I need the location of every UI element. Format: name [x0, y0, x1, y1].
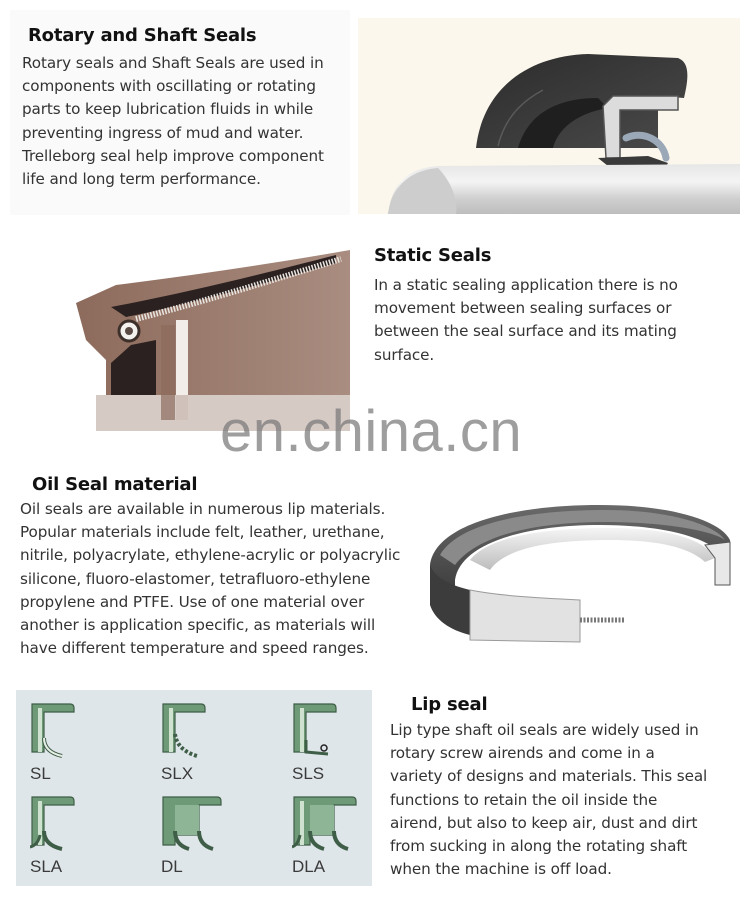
text-line: life and long term performance.: [22, 170, 261, 189]
text-line: preventing ingress of mud and water.: [22, 123, 304, 142]
text-line: Rotary seals and Shaft Seals are used in: [22, 54, 324, 72]
text-line: airend, but also to keep air, dust and dirt: [390, 813, 698, 832]
text-line: Lip type shaft oil seals are widely used in: [390, 721, 699, 739]
text-line: Oil seals are available in numerous lip materials.: [20, 500, 386, 518]
sls-profile-icon: [292, 702, 342, 760]
text-line: components with oscillating or rotating: [22, 77, 316, 96]
oil-seal-image: [430, 470, 740, 665]
static-section-title: Static Seals: [374, 245, 492, 266]
static-section-text: [374, 274, 678, 367]
lip-section-title: Lip seal: [411, 694, 488, 715]
text-line: when the machine is off load.: [390, 860, 612, 879]
seal-types-diagram: [16, 690, 372, 886]
rotary-seal-image: [358, 18, 740, 214]
sl-profile-icon: [30, 702, 80, 760]
seal-label-slx: SLX: [161, 764, 194, 783]
text-line: functions to retain the oil inside the: [390, 790, 658, 809]
text-line: movement between sealing surfaces or: [374, 299, 672, 318]
seal-label-dl: DL: [161, 857, 183, 876]
seal-type-dla: [292, 795, 372, 885]
text-line: variety of designs and materials. This seal: [390, 767, 708, 786]
seal-type-sls: [292, 702, 372, 792]
seal-type-sla: [30, 795, 110, 885]
text-line: have different temperature and speed ranges.: [20, 639, 369, 658]
text-line: silicone, fluoro-elastomer, tetrafluoro-ethylene: [20, 569, 371, 588]
text-line: Trelleborg seal help improve component: [22, 146, 324, 165]
rotary-section-text: [22, 52, 324, 191]
lip-section-text: [390, 719, 707, 881]
text-line: another is application specific, as materials will: [20, 616, 376, 635]
text-line: between the seal surface and its mating: [374, 322, 677, 341]
text-line: rotary screw airends and come in a: [390, 744, 655, 763]
seal-label-sl: SL: [30, 764, 51, 783]
rotary-section-title: Rotary and Shaft Seals: [28, 25, 257, 46]
dl-profile-icon: [161, 795, 223, 853]
seal-label-dla: DLA: [292, 857, 326, 876]
slx-profile-icon: [161, 702, 211, 760]
text-line: parts to keep lubrication fluids in while: [22, 100, 314, 119]
text-line: surface.: [374, 345, 435, 364]
seal-type-sl: [30, 702, 110, 792]
seal-label-sla: SLA: [30, 857, 63, 876]
text-line: Popular materials include felt, leather, urethane,: [20, 523, 385, 542]
text-line: from sucking in along the rotating shaft: [390, 837, 688, 856]
dla-profile-icon: [292, 795, 358, 853]
watermark-text: en.china.cn: [220, 399, 523, 464]
sla-profile-icon: [30, 795, 80, 853]
seal-type-dl: [161, 795, 241, 885]
seal-label-sls: SLS: [292, 764, 325, 783]
material-section-text: [20, 498, 400, 660]
seal-type-slx: [161, 702, 241, 792]
text-line: propylene and PTFE. Use of one material over: [20, 592, 365, 611]
material-section-title: Oil Seal material: [32, 474, 198, 495]
text-line: In a static sealing application there is no: [374, 276, 678, 294]
text-line: nitrile, polyacrylate, ethylene-acrylic or polyacrylic: [20, 546, 401, 565]
